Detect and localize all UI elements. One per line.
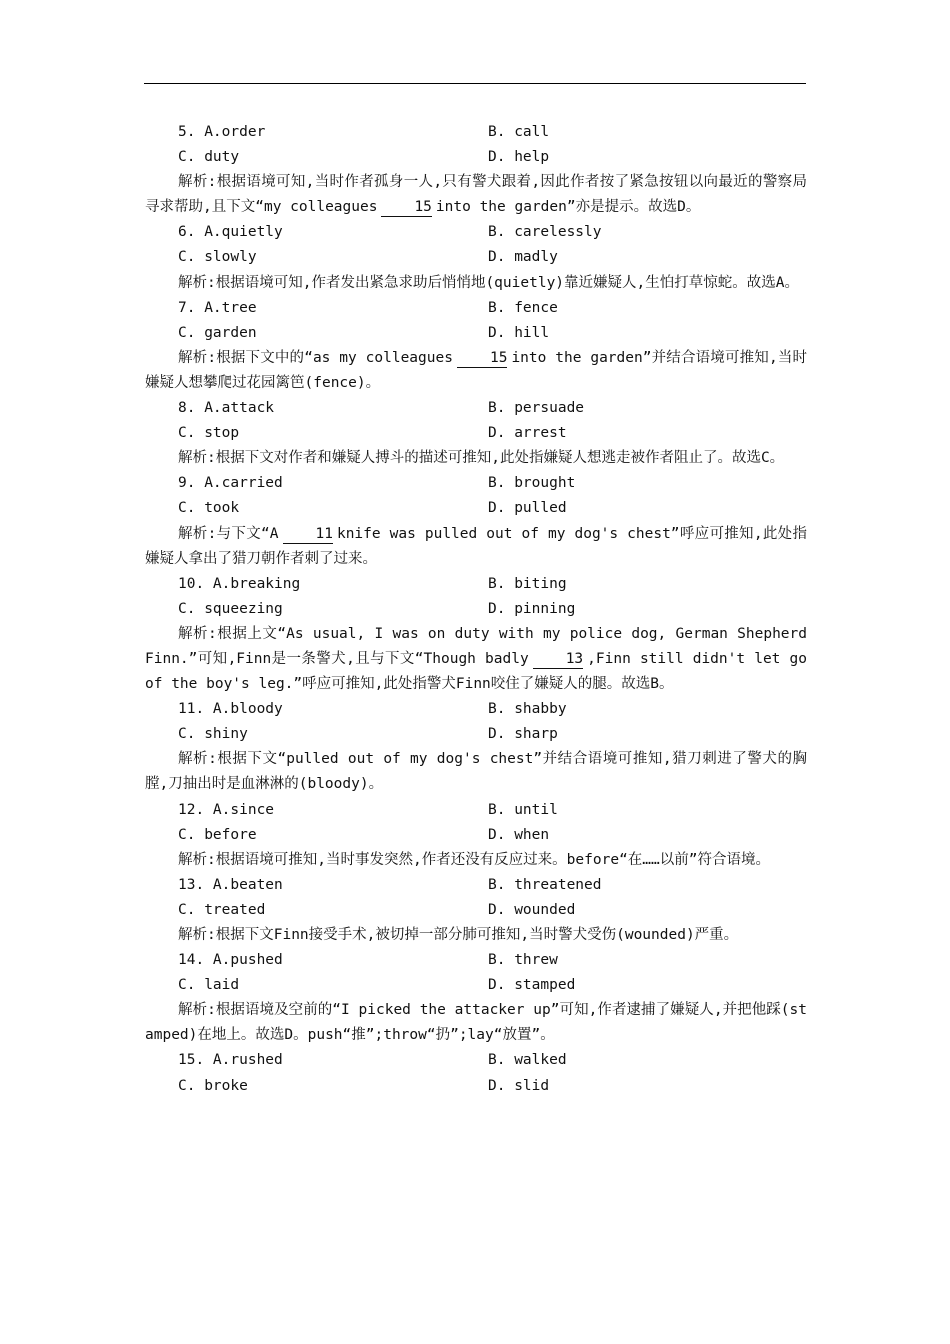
- option-row: [145, 396, 807, 421]
- option-b: B. brought: [488, 475, 576, 492]
- explanation: [145, 271, 807, 296]
- option-c: C. slowly: [178, 249, 257, 266]
- option-d: D. hill: [488, 324, 550, 341]
- option-a: 14. A.pushed: [178, 952, 283, 969]
- option-a: 12. A.since: [178, 801, 275, 818]
- option-b: B. threatened: [488, 876, 602, 893]
- option-row: [145, 798, 807, 823]
- option-a: 5. A.order: [178, 124, 266, 140]
- explanation-text-continued: knife was pulled out of my dog's chest”呼应可推知,此处指嫌疑人拿出了猎刀朝作者刺了过来。: [145, 525, 807, 567]
- question-block: [145, 471, 807, 571]
- explanation-text: 解析:根据下文“pulled out of my dog's chest”并结合语境可推知,猎刀刺进了警犬的胸膛,刀抽出时是血淋淋的(bloody)。: [145, 751, 807, 793]
- option-d: D. wounded: [488, 901, 576, 918]
- option-d: D. slid: [488, 1077, 550, 1094]
- option-b: B. biting: [488, 575, 567, 592]
- option-row: [145, 898, 807, 923]
- option-row: [145, 697, 807, 722]
- explanation-text: 解析:根据语境可知,当时作者孤身一人,只有警犬跟着,因此作者按了紧急按钮以向最近的警察局寻求帮助,且下文“my colleagues: [145, 174, 807, 216]
- option-a: 8. A.attack: [178, 400, 275, 417]
- option-c: C. stop: [178, 425, 240, 442]
- option-d: D. madly: [488, 249, 558, 266]
- option-row: [145, 471, 807, 496]
- option-b: B. threw: [488, 952, 558, 969]
- explanation-text-continued: ,Finn still didn't let go of the boy's leg.”呼应可推知,此处指警犬Finn咬住了嫌疑人的腿。故选B。: [145, 650, 808, 693]
- option-c: C. duty: [178, 149, 240, 166]
- blank-number: 15: [457, 349, 507, 368]
- option-a: 7. A.tree: [178, 299, 257, 316]
- option-b: B. persuade: [488, 400, 585, 417]
- explanation: [145, 923, 807, 948]
- option-d: D. sharp: [488, 726, 558, 743]
- explanation-text: 解析:根据语境可知,作者发出紧急求助后悄悄地(quietly)靠近嫌疑人,生怕打草惊蛇。故选A。: [178, 274, 799, 291]
- option-a: 11. A.bloody: [178, 701, 283, 718]
- option-c: C. treated: [178, 901, 266, 918]
- explanation-text: 解析:根据语境可推知,当时事发突然,作者还没有反应过来。before“在……以前”符合语境。: [178, 851, 770, 868]
- blank-number: 15: [381, 198, 431, 217]
- explanation-text-continued: into the garden”亦是提示。故选D。: [435, 199, 701, 216]
- option-c: C. garden: [178, 324, 257, 341]
- option-row: [145, 823, 807, 848]
- explanation-text: 解析:与下文“A: [178, 525, 279, 542]
- option-a: 6. A.quietly: [178, 224, 283, 241]
- explanation: [145, 998, 807, 1048]
- option-d: D. pinning: [488, 600, 576, 617]
- explanation-text: 解析:根据语境及空前的“I picked the attacker up”可知,作者逮捕了嫌疑人,并把他踩(stamped)在地上。故选D。push“推”;throw“扔”;lay“放置”。: [145, 1002, 807, 1044]
- question-block: [145, 120, 807, 220]
- option-a: 10. A.breaking: [178, 575, 301, 592]
- option-d: D. stamped: [488, 977, 576, 994]
- option-row: [145, 597, 807, 622]
- option-a: 13. A.beaten: [178, 876, 283, 893]
- explanation: [145, 522, 807, 572]
- option-row: [145, 1048, 807, 1073]
- option-b: B. fence: [488, 299, 558, 316]
- option-c: C. squeezing: [178, 600, 283, 617]
- option-row: [145, 245, 807, 270]
- explanation: [145, 446, 807, 471]
- option-b: B. until: [488, 801, 558, 818]
- explanation: [145, 622, 807, 697]
- option-d: D. arrest: [488, 425, 567, 442]
- explanation: [145, 848, 807, 873]
- option-row: [145, 572, 807, 597]
- blank-number: 13: [533, 650, 583, 669]
- explanation: [145, 170, 807, 220]
- option-row: [145, 120, 807, 145]
- question-block: [145, 948, 807, 1048]
- option-c: C. broke: [178, 1077, 248, 1094]
- question-block: [145, 220, 807, 295]
- option-a: 15. A.rushed: [178, 1052, 283, 1069]
- option-row: [145, 1074, 807, 1099]
- option-c: C. took: [178, 500, 240, 517]
- header-rule: [144, 83, 806, 84]
- option-row: [145, 948, 807, 973]
- option-row: [145, 296, 807, 321]
- question-block: [145, 396, 807, 471]
- question-list: [145, 120, 807, 1099]
- question-block: [145, 1048, 807, 1098]
- explanation-text: 解析:根据下文对作者和嫌疑人搏斗的描述可推知,此处指嫌疑人想逃走被作者阻止了。故选C。: [178, 450, 785, 467]
- explanation-text: 解析:根据上文“As usual, I was on duty with my police dog, German Shepherd Finn.”可知,Finn是一条警犬,且与下文“Though badly: [145, 625, 807, 667]
- option-row: [145, 496, 807, 521]
- blank-number: 11: [283, 525, 333, 544]
- option-row: [145, 973, 807, 998]
- explanation: [145, 747, 807, 797]
- explanation-text-continued: into the garden”并结合语境可推知,当时嫌疑人想攀爬过花园篱笆(fence)。: [145, 349, 808, 391]
- question-block: [145, 798, 807, 873]
- explanation: [145, 346, 807, 396]
- option-b: B. shabby: [488, 701, 567, 718]
- option-b: B. carelessly: [488, 224, 602, 241]
- option-d: D. help: [488, 149, 550, 166]
- option-d: D. pulled: [488, 500, 567, 517]
- option-d: D. when: [488, 826, 550, 843]
- option-row: [145, 321, 807, 346]
- option-row: [145, 421, 807, 446]
- option-row: [145, 873, 807, 898]
- option-a: 9. A.carried: [178, 475, 283, 492]
- question-block: [145, 697, 807, 797]
- question-block: [145, 873, 807, 948]
- explanation-text: 解析:根据下文Finn接受手术,被切掉一部分肺可推知,当时警犬受伤(wounded)严重。: [178, 927, 739, 943]
- option-c: C. laid: [178, 977, 240, 994]
- option-b: B. walked: [488, 1052, 567, 1069]
- option-row: [145, 145, 807, 170]
- question-block: [145, 572, 807, 697]
- option-c: C. shiny: [178, 726, 248, 743]
- explanation-text: 解析:根据下文中的“as my colleagues: [178, 349, 453, 366]
- option-row: [145, 220, 807, 245]
- option-b: B. call: [488, 124, 550, 140]
- question-block: [145, 296, 807, 396]
- option-row: [145, 722, 807, 747]
- option-c: C. before: [178, 826, 257, 843]
